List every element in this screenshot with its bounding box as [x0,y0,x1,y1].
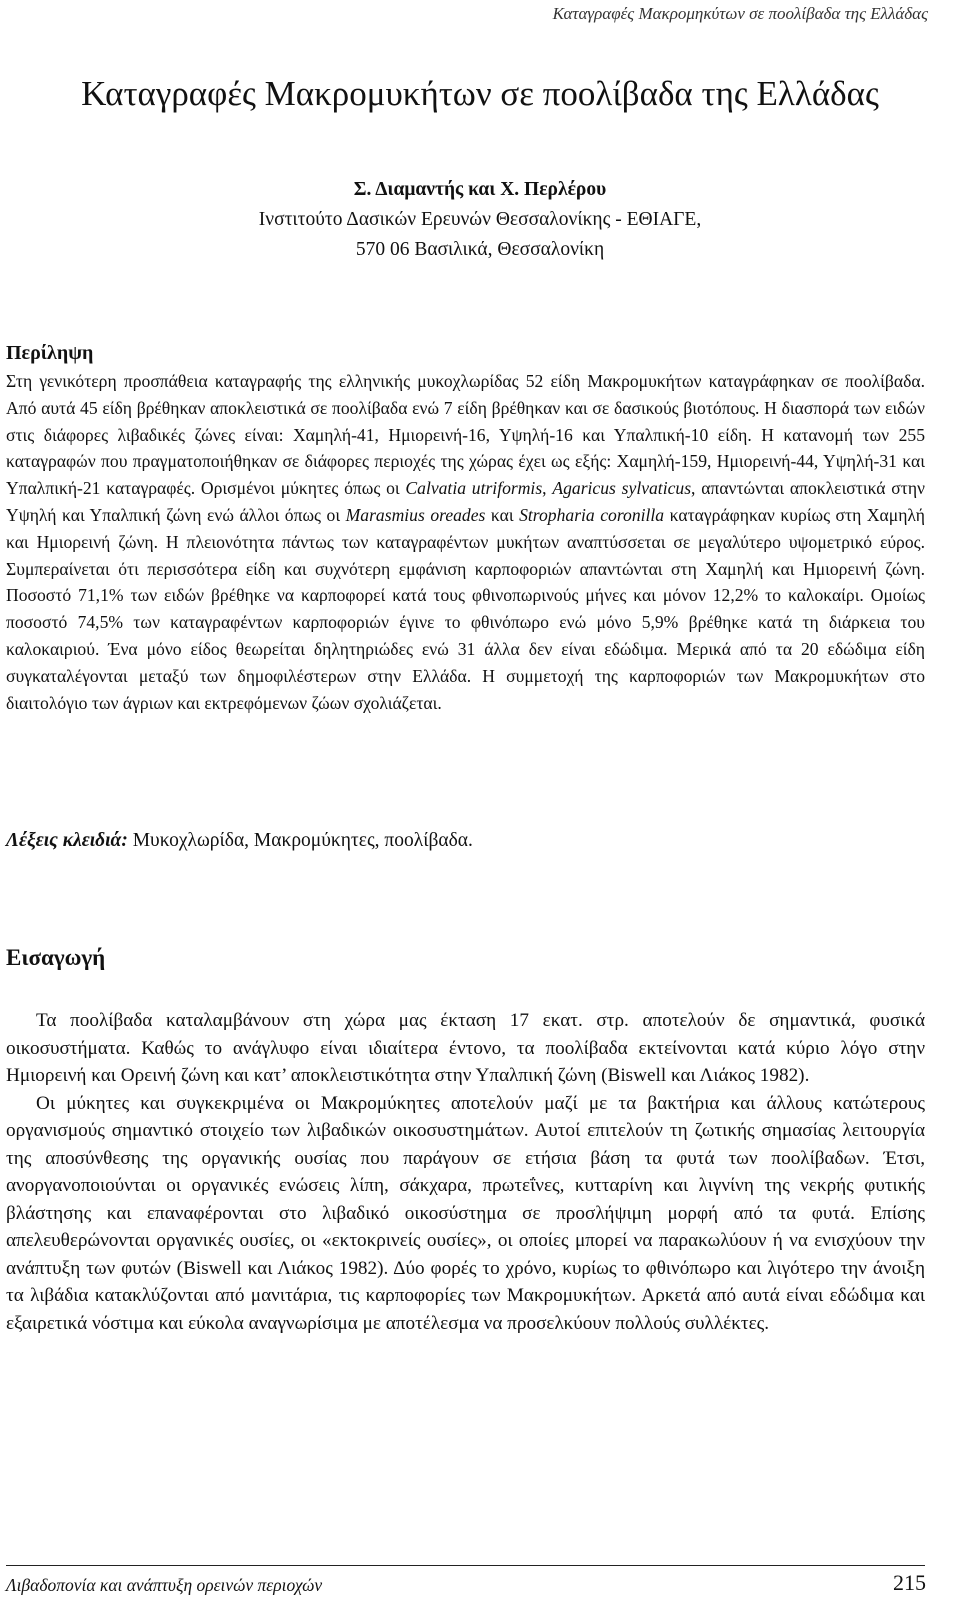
abstract-text-2: , απαντώνται αποκλειστικά στην Υψηλή και Υπαλπική ζώνη ενώ άλλοι όπως οι [6,478,925,525]
species-stropharia: Stropharia coronilla [519,504,665,525]
footer-journal: Λιβαδοπονία και ανάπτυξη ορεινών περιοχών [6,1575,323,1595]
author-address: 570 06 Βασιλικά, Θεσσαλονίκη [355,239,605,260]
intro-paragraph-2: Οι μύκητες και συγκεκριμένα οι Μακρομύκητες αποτελούν μαζί με τα βακτήρια και άλλους κατώτερους οργανισμούς σημαντικό στοιχείο των λιβαδικών οικοσυστημάτων. Αυτοί επιτελούν τη ζωτικής σημασίας λειτουργία της αποσύνθεσης της οργανικής ουσίας που παράγουν σε ετήσια βάση τα φυτά των ποολίβαδων. Έτσι, ανοργανοποιούνται οι οργανικές ενώσεις λίπη, σάκχαρα, πρωτεΐνες, κυτταρίνη και λιγνίνη της νεκρής φυτικής βλάστησης και επαναφέρονται στο λιβαδικό οικοσύστημα σε προσλήψιμη μορφή από τα φυτά. Επίσης απελευθερώνονται οργανικές ουσίες, οι «εκτοκρινείς ουσίες», οι οποίες μπορεί να παρακωλύουν ή να ενισχύουν την ανάπτυξη των φυτών (Biswell και Λιάκος 1982). Δύο φορές το χρόνο, κυρίως το φθινόπωρο και λιγότερο την άνοιξη τα λιβάδια κατακλύζονται από μανιτάρια, τις καρποφορίες των Μακρομυκήτων. Αρκετά από αυτά είναι εδώδιμα και εξαιρετικά νόστιμα και εύκολα αναγνωρίσιμα με αποτέλεσμα να προσελκύουν πολλούς συλλέκτες. [6,1092,925,1334]
abstract-text-1: Στη γενικότερη προσπάθεια καταγραφής της ελληνικής μυκοχλωρίδας 52 είδη Μακρομυκήτων καταγράφηκαν σε ποολίβαδα. Από αυτά 45 είδη βρέθηκαν αποκλειστικά σε ποολίβαδα ενώ 7 είδη βρέθηκαν και σε δασικούς βιοτόπους. Η διασπορά των ειδών στις διάφορες λιβαδικές ζώνες είναι: Χαμηλή-41, Ημιορεινή-16, Υψηλή-16 και Υπαλπική-10 είδη. Η κατανομή των 255 καταγραφών που πραγματοποιήθηκαν σε διάφορες περιοχές της χώρας έχει ως εξής: Χαμηλή-159, Ημιορεινή-44, Υψηλή-31 και Υπαλπική-21 καταγραφές. Ορισμένοι μύκητες όπως οι [6,371,925,499]
abstract-section [6,342,925,716]
introduction-heading: Εισαγωγή [6,945,106,970]
running-header: Καταγραφές Μακρομηκύτων σε ποολίβαδα της Ελλάδας [552,4,928,23]
species-agaricus: Agaricus sylvaticus [552,478,692,499]
page-number: 215 [893,1570,926,1595]
footer-divider [6,1565,925,1566]
keywords-label: Λέξεις κλειδιά: [6,830,128,851]
authors-block [0,175,960,265]
abstract-comma: , [542,478,547,499]
abstract-paragraph [6,368,925,716]
species-calvatia: Calvatia utriformis [405,478,543,499]
author-names: Σ. Διαμαντής και Χ. Περλέρου [353,179,607,200]
intro-paragraph-1: Τα ποολίβαδα καταλαμβάνουν στη χώρα μας έκταση 17 εκατ. στρ. αποτελούν δε σημαντικά, φυσικά οικοσυστήματα. Καθώς το ανάγλυφο είναι ιδιαίτερα έντονο, τα ποολίβαδα εκτείνονται κατά κύριο λόγο στην Ημιορεινή και Ορεινή ζώνη και κατ’ αποκλειστικότητα στην Υπαλπική ζώνη (Biswell και Λιάκος 1982). [6,1010,925,1086]
author-institute: Ινστιτούτο Δασικών Ερευνών Θεσσαλονίκης - ΕΘΙΑΓΕ, [258,209,702,230]
abstract-and: και [490,504,514,525]
paper-title: Καταγραφές Μακρομυκήτων σε ποολίβαδα της Ελλάδας [81,74,879,113]
keywords-line [6,830,473,852]
keywords-text: Μυκοχλωρίδα, Μακρομύκητες, ποολίβαδα. [132,830,473,851]
introduction-section [6,1007,925,1337]
species-marasmius: Marasmius oreades [345,504,486,525]
abstract-heading: Περίληψη [6,342,94,364]
abstract-text-3: καταγράφηκαν κυρίως στη Χαμηλή και Ημιορεινή ζώνη. Η πλειονότητα πάντως των καταγραφέντων μυκήτων αναπτύσσεται σε μεγαλύτερο υψομετρικό εύρος. Συμπεραίνεται ότι περισσότερα είδη και συχνότερη εμφάνιση καρποφοριών απαντώνται στη Χαμηλή και Ημιορεινή ζώνη. Ποσοστό 71,1% των ειδών βρέθηκε να καρποφορεί κατά τους φθινοπωρινούς μήνες και μόνον 12,2% το καλοκαίρι. Ομοίως ποσοστό 74,5% των καταγραφέντων καρποφοριών έγινε το φθινόπωρο ενώ μόνο 5,9% βρέθηκε κατά τη διάρκεια του καλοκαιριού. Ένα μόνο είδος θεωρείται δηλητηριώδες ενώ 31 άλλα δεν είναι εδώδιμα. Μερικά από τα 20 εδώδιμα είδη συγκαταλέγονται μεταξύ των δημοφιλέστερων στην Ελλάδα. Η συμμετοχή της καρποφοριών των Μακρομυκήτων στο διαιτολόγιο των άγριων και εκτρεφόμενων ζώων σχολιάζεται. [6,504,925,713]
